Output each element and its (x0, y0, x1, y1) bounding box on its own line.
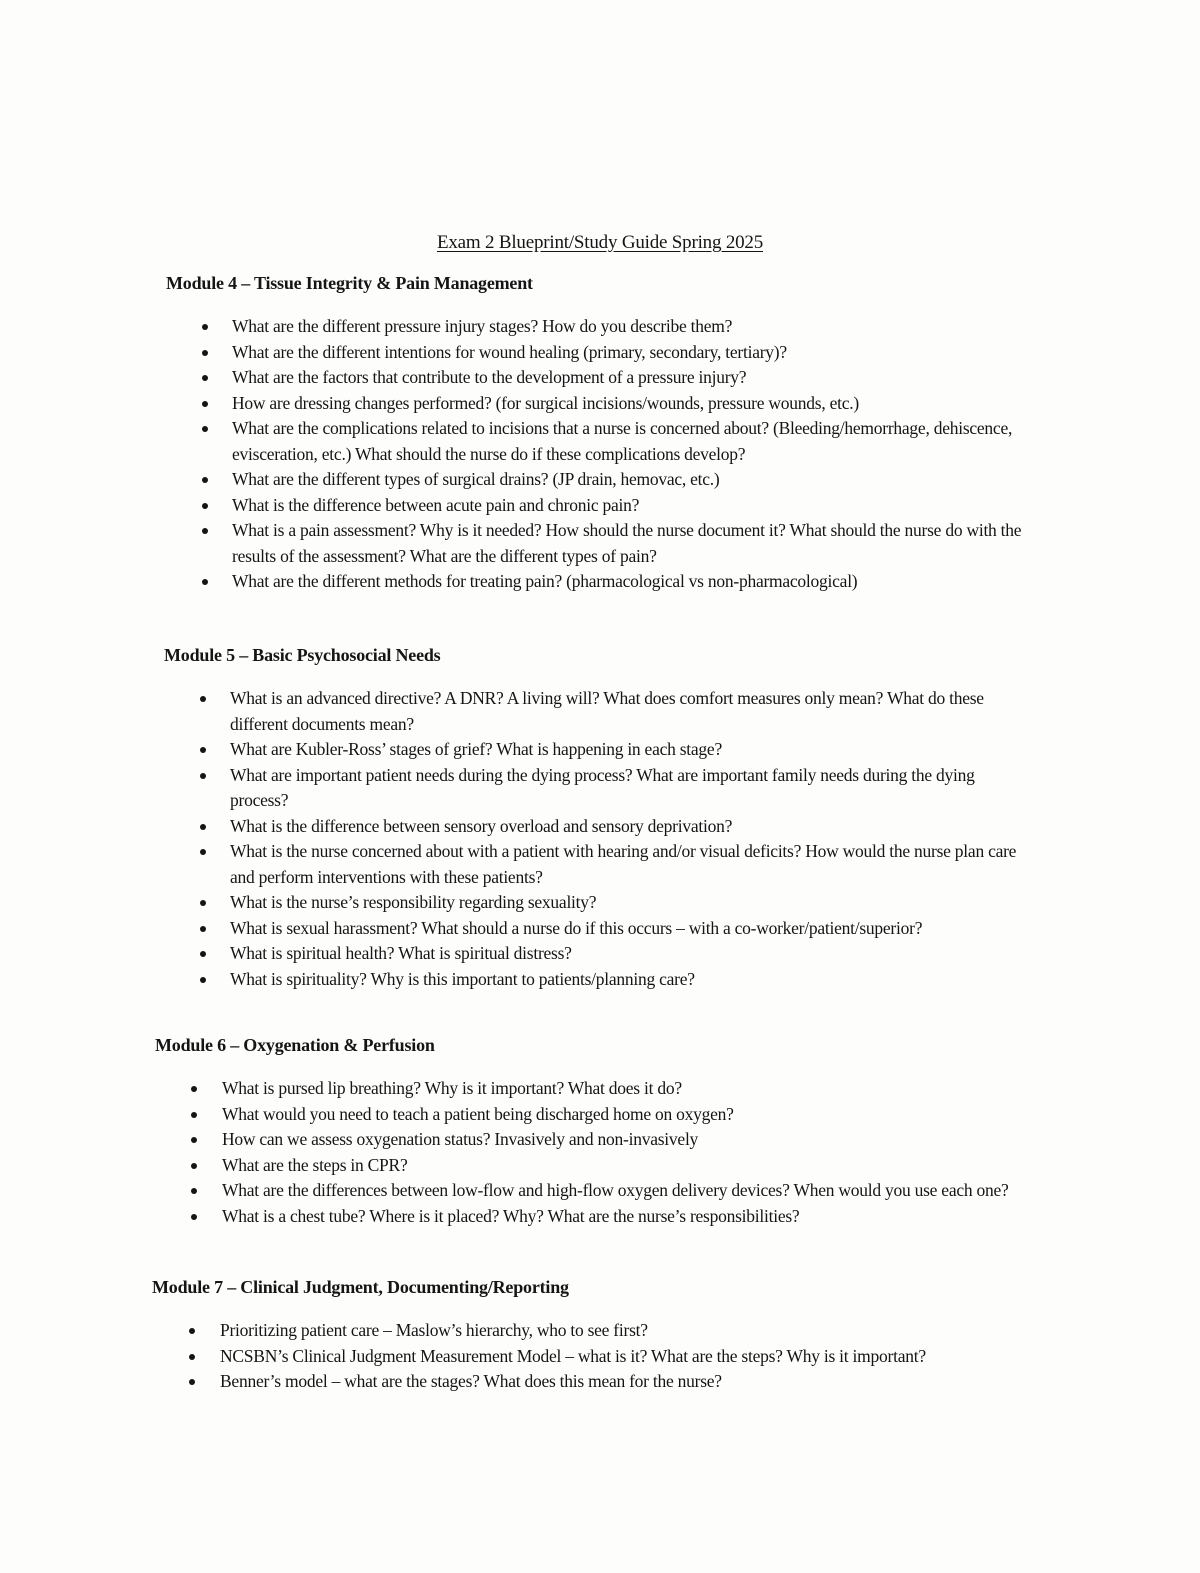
list-item (230, 763, 1030, 814)
bullet-icon (191, 1188, 197, 1194)
list-item-text: What are the differences between low-flow and high-flow oxygen delivery devices? When would you use each one? (222, 1180, 1009, 1200)
list-item-text: What is sexual harassment? What should a nurse do if this occurs – with a co-worker/patient/superior? (230, 917, 923, 938)
list-item (232, 518, 1032, 569)
module-4-section (166, 273, 1066, 595)
bullet-icon (200, 773, 206, 779)
bullet-icon (200, 696, 206, 702)
list-item (232, 493, 1032, 519)
list-item (220, 1318, 1010, 1344)
module-7-list (220, 1318, 1010, 1395)
list-item-text: What is the nurse’s responsibility regarding sexuality? (230, 892, 597, 912)
bullet-icon (191, 1137, 197, 1143)
list-item-text: What is the difference between acute pain and chronic pain? (232, 494, 640, 515)
list-item (230, 737, 1030, 763)
bullet-icon (200, 900, 206, 906)
bullet-icon (200, 747, 206, 753)
list-item-text: What are the steps in CPR? (222, 1154, 408, 1175)
list-item (220, 1369, 1010, 1395)
bullet-icon (200, 824, 206, 830)
bullet-icon (202, 401, 208, 407)
bullet-icon (191, 1086, 197, 1092)
bullet-icon (191, 1214, 197, 1220)
list-item-text: What is the difference between sensory overload and sensory deprivation? (230, 815, 733, 836)
module-5-heading: Module 5 – Basic Psychosocial Needs (164, 645, 441, 665)
bullet-icon (202, 426, 208, 432)
module-6-section (155, 1035, 1055, 1229)
list-item-text: What are the complications related to incisions that a nurse is concerned about? (Bleeding/hemorrhage, dehiscence, evisceration, etc.) What should the nurse do if these complications develop? (232, 418, 1013, 464)
list-item-text: What are the different intentions for wound healing (primary, secondary, tertiary)? (232, 341, 787, 362)
list-item-text: What are important patient needs during the dying process? What are important family needs during the dying process? (230, 764, 975, 810)
bullet-icon (200, 849, 206, 855)
list-item (230, 916, 1030, 942)
bullet-icon (191, 1163, 197, 1169)
module-7-heading: Module 7 – Clinical Judgment, Documenting/Reporting (152, 1277, 569, 1297)
bullet-icon (189, 1328, 195, 1334)
list-item-text: What are the different types of surgical drains? (JP drain, hemovac, etc.) (232, 469, 720, 489)
bullet-icon (202, 350, 208, 356)
list-item (222, 1127, 1032, 1153)
bullet-icon (189, 1354, 195, 1360)
list-item (230, 941, 1030, 967)
list-item-text: Prioritizing patient care – Maslow’s hierarchy, who to see first? (220, 1320, 648, 1340)
module-6-list (222, 1076, 1032, 1229)
list-item-text: What is pursed lip breathing? Why is it important? What does it do? (222, 1078, 682, 1098)
list-item (230, 814, 1030, 840)
bullet-icon (202, 503, 208, 509)
list-item-text: How can we assess oxygenation status? Invasively and non-invasively (222, 1129, 699, 1149)
list-item (232, 467, 1032, 493)
list-item-text: What is a chest tube? Where is it placed? Why? What are the nurse’s responsibilities? (222, 1205, 800, 1226)
list-item-text: What would you need to teach a patient being discharged home on oxygen? (222, 1103, 734, 1124)
list-item-text: What is spirituality? Why is this important to patients/planning care? (230, 968, 695, 989)
list-item-text: How are dressing changes performed? (for surgical incisions/wounds, pressure wounds, etc.) (232, 392, 859, 413)
list-item (222, 1178, 1032, 1204)
bullet-icon (200, 977, 206, 983)
module-4-list (232, 314, 1032, 595)
list-item-text: What are the factors that contribute to the development of a pressure injury? (232, 367, 747, 387)
bullet-icon (202, 528, 208, 534)
bullet-icon (202, 324, 208, 330)
bullet-icon (200, 926, 206, 932)
list-item (230, 839, 1030, 890)
list-item-text: What are the different pressure injury stages? How do you describe them? (232, 316, 733, 336)
list-item-text: What are the different methods for treating pain? (pharmacological vs non-pharmacological) (232, 571, 858, 591)
list-item (232, 416, 1032, 467)
list-item (230, 890, 1030, 916)
list-item (222, 1076, 1032, 1102)
list-item (222, 1102, 1032, 1128)
list-item-text: What are Kubler-Ross’ stages of grief? What is happening in each stage? (230, 739, 722, 759)
list-item (222, 1153, 1032, 1179)
module-6-heading: Module 6 – Oxygenation & Perfusion (155, 1035, 435, 1055)
list-item-text: What is spiritual health? What is spiritual distress? (230, 943, 572, 963)
list-item-text: NCSBN’s Clinical Judgment Measurement Model – what is it? What are the steps? Why is it important? (220, 1345, 926, 1366)
module-5-section (164, 645, 1064, 992)
bullet-icon (202, 375, 208, 381)
bullet-icon (202, 477, 208, 483)
list-item (232, 569, 1032, 595)
list-item (220, 1344, 1010, 1370)
bullet-icon (202, 579, 208, 585)
list-item (232, 365, 1032, 391)
list-item (232, 391, 1032, 417)
module-5-list (230, 686, 1030, 992)
bullet-icon (189, 1379, 195, 1385)
list-item (222, 1204, 1032, 1230)
list-item (230, 967, 1030, 993)
document-title: Exam 2 Blueprint/Study Guide Spring 2025 (436, 232, 764, 253)
list-item (232, 314, 1032, 340)
list-item-text: What is a pain assessment? Why is it needed? How should the nurse document it? What should the nurse do with the results of the assessment? What are the different types of pain? (232, 520, 1022, 566)
list-item-text: What is an advanced directive? A DNR? A living will? What does comfort measures only mean? What do these different documents mean? (230, 688, 984, 734)
list-item (232, 340, 1032, 366)
module-7-section (152, 1277, 1052, 1395)
list-item-text: What is the nurse concerned about with a patient with hearing and/or visual deficits? How would the nurse plan care and perform interventions with these patients? (230, 841, 1017, 887)
list-item (230, 686, 1030, 737)
bullet-icon (200, 951, 206, 957)
list-item-text: Benner’s model – what are the stages? What does this mean for the nurse? (220, 1371, 722, 1391)
bullet-icon (191, 1112, 197, 1118)
module-4-heading: Module 4 – Tissue Integrity & Pain Management (166, 273, 533, 293)
